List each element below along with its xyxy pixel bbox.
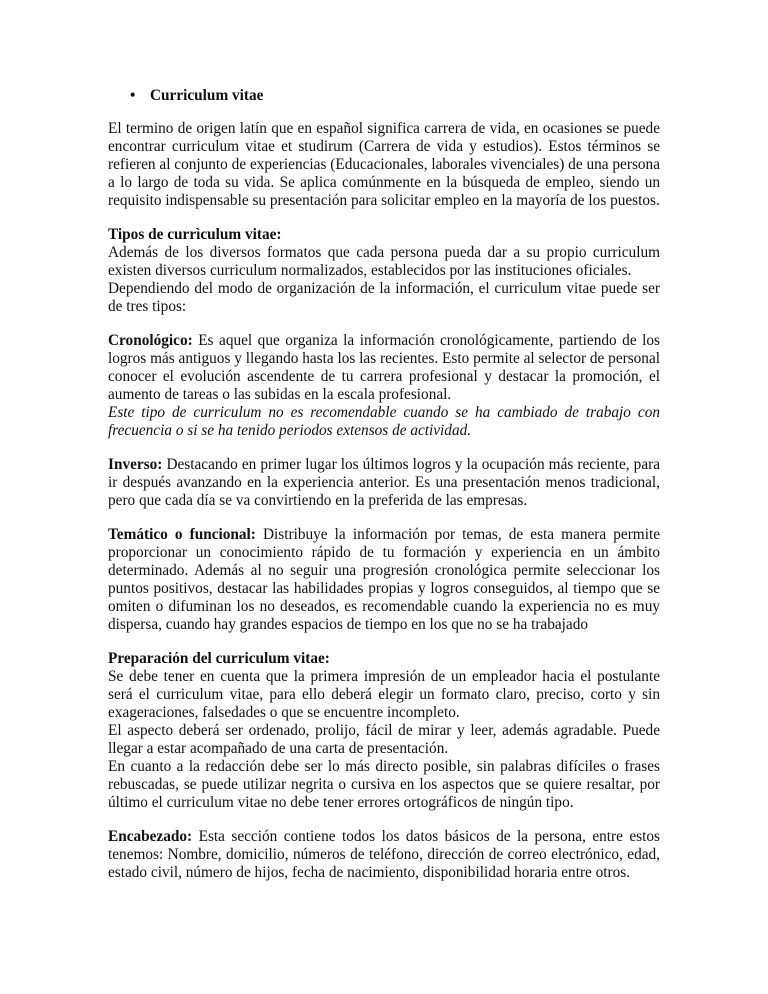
tipos-heading: Tipos de currìculum vitae: — [108, 226, 282, 243]
preparacion-paragraph-1: Se debe tener en cuenta que la primera impresión de un empleador hacia el postulante será el curriculum vitae, para ello deberá elegir un formato claro, preciso, corto y sin exageraciones, falsedades o que se encuentre incompleto. — [108, 668, 660, 721]
cronologico-label: Cronológico: — [108, 332, 193, 349]
cronologico-paragraph — [108, 332, 660, 404]
inverso-section — [108, 456, 660, 510]
tematico-text: Distribuye la información por temas, de esta manera permite proporcionar un conocimiento rápido de tu formación y experiencia en un ámbito determinado. Además al no seguir una progresión cronológica permite seleccionar los puntos positivos, destacar las habilidades propias y logros conseguidos, al tiempo que se omiten o difuminan los no deseados, es recomendable cuando la experiencia no es muy dispersa, cuando hay grandes espacios de tiempo en los que no se ha trabajado — [108, 526, 661, 633]
encabezado-section — [108, 828, 660, 882]
tematico-paragraph — [108, 526, 660, 634]
encabezado-label: Encabezado: — [108, 828, 193, 845]
inverso-label: Inverso: — [108, 456, 163, 473]
preparacion-section — [108, 650, 660, 812]
cronologico-note: Este tipo de curriculum no es recomendable cuando se ha cambiado de trabajo con frecuencia o si se ha tenido periodos extensos de actividad. — [108, 404, 660, 439]
inverso-text: Destacando en primer lugar los últimos logros y la ocupación más reciente, para ir después avanzando en la experiencia anterior. Es una presentación menos tradicional, pero que cada día se va convirtiendo en la preferida de las empresas. — [108, 456, 660, 509]
preparacion-paragraph-3: En cuanto a la redacción debe ser lo más directo posible, sin palabras difíciles o frases rebuscadas, se puede utilizar negrita o cursiva en los aspectos que se quiere resaltar, por último el curriculum vitae no debe tener errores ortográficos de ningún tipo. — [108, 758, 660, 811]
tematico-section — [108, 526, 660, 634]
preparacion-paragraph-2: El aspecto deberá ser ordenado, prolijo, fácil de mirar y leer, además agradable. Puede llegar a estar acompañado de una carta de presentación. — [108, 722, 660, 757]
bullet-heading — [108, 87, 660, 105]
tematico-label: Temático o funcional: — [108, 526, 256, 543]
tipos-paragraph-2: Dependiendo del modo de organización de la información, el curriculum vitae puede ser de tres tipos: — [108, 280, 660, 315]
tipos-section — [108, 226, 660, 316]
inverso-paragraph — [108, 456, 660, 510]
tipos-paragraph-1: Además de los diversos formatos que cada persona pueda dar a su propio curriculum existen diversos curriculum normalizados, establecidos por las instituciones oficiales. — [108, 244, 660, 279]
encabezado-text: Esta sección contiene todos los datos básicos de la persona, entre estos tenemos: Nombre, domicilio, números de teléfono, dirección de correo electrónico, edad, estado civil, número de hijos, fecha de nacimiento, disponibilidad horaria entre otros. — [108, 828, 660, 881]
preparacion-heading: Preparación del curriculum vitae: — [108, 650, 330, 667]
cronologico-text: Es aquel que organiza la información cronológicamente, partiendo de los logros más antiguos y llegando hasta los las recientes. Esto permite al selector de personal conocer el evolución ascendente de tu carrera profesional y destacar la promoción, el aumento de tareas o las subidas en la escala profesional. — [108, 332, 660, 403]
encabezado-paragraph — [108, 828, 660, 882]
bullet-title: Curriculum vitae — [150, 87, 264, 104]
cronologico-section — [108, 332, 660, 440]
bullet-icon: • — [130, 87, 136, 104]
intro-paragraph: El termino de origen latín que en español significa carrera de vida, en ocasiones se puede encontrar curriculum vitae et studirum (Carrera de vida y estudios). Estos términos se refieren al conjunto de experiencias (Educacionales, laborales vivenciales) de una persona a lo largo de toda su vida. Se aplica comúnmente en la búsqueda de empleo, siendo un requisito indispensable su presentación para solicitar empleo en la mayoría de los puestos. — [108, 120, 660, 209]
intro-section — [108, 120, 660, 210]
